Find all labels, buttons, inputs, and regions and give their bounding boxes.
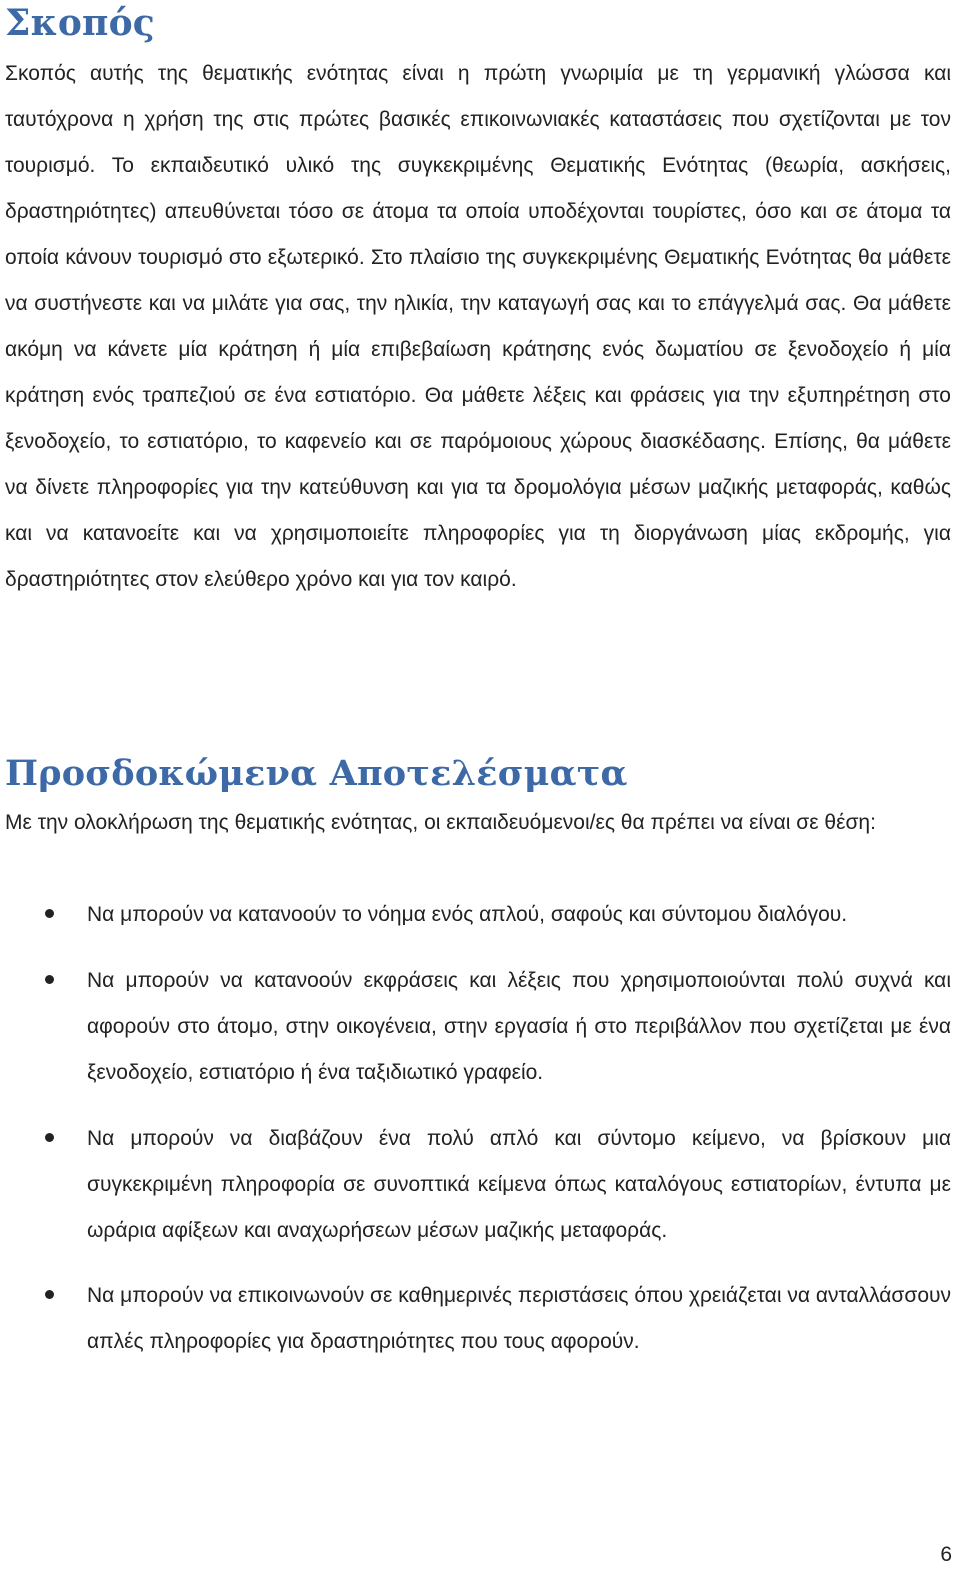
bullet-icon	[45, 1290, 54, 1299]
list-item-text: Να μπορούν να διαβάζουν ένα πολύ απλό και σύντομο κείμενο, να βρίσκουν μια συγκεκριμένη πληροφορία σε συνοπτικά κείμενα όπως καταλόγους εστιατορίων, έντυπα με ωράρια αφίξεων και αναχωρήσεων μέσων μαζικής μεταφοράς.	[87, 1127, 951, 1242]
outcomes-heading: Προσδοκώμενα Αποτελέσματα	[5, 753, 628, 794]
page-number: 6	[940, 1543, 952, 1566]
list-item-text: Να μπορούν να κατανοούν εκφράσεις και λέξεις που χρησιμοποιούνται πολύ συχνά και αφορούν στο άτομο, στην οικογένεια, στην εργασία ή στο περιβάλλον που σχετίζεται με ένα ξενοδοχείο, εστιατόριο ή ένα ταξιδιωτικό γραφείο.	[87, 969, 951, 1084]
scope-heading: Σκοπός	[5, 2, 155, 44]
list-item-text: Να μπορούν να επικοινωνούν σε καθημερινές περιστάσεις όπου χρειάζεται να ανταλλάσσουν απλές πληροφορίες για δραστηριότητες που τους αφορούν.	[87, 1284, 951, 1353]
list-item-text: Να μπορούν να κατανοούν το νόημα ενός απλού, σαφούς και σύντομου διαλόγου.	[87, 903, 848, 926]
bullet-icon	[45, 975, 54, 984]
scope-paragraph: Σκοπός αυτής της θεματικής ενότητας είναι η πρώτη γνωριμία με τη γερμανική γλώσσα και ταυτόχρονα η χρήση της στις πρώτες βασικές επικοινωνιακές καταστάσεις που σχετίζονται με τον τουρισμό. Το εκπαιδευτικό υλικό της συγκεκριμένης Θεματικής Ενότητας (θεωρία, ασκήσεις, δραστηριότητες) απευθύνεται τόσο σε άτομα τα οποία υποδέχονται τουρίστες, όσο και σε άτομα τα οποία κάνουν τουρισμό στο εξωτερικό. Στο πλαίσιο της συγκεκριμένης Θεματικής Ενότητας θα μάθετε να συστήνεστε και να μιλάτε για σας, την ηλικία, την καταγωγή σας και το επάγγελμά σας. Θα μάθετε ακόμη να κάνετε μία κράτηση ή μία επιβεβαίωση κράτησης ενός δωματίου σε ξενοδοχείο ή μία κράτηση ενός τραπεζιού σε ένα εστιατόριο. Θα μάθετε λέξεις και φράσεις για την εξυπηρέτηση στο ξενοδοχείο, το εστιατόριο, το καφενείο και σε παρόμοιους χώρους διασκέδασης. Επίσης, θα μάθετε να δίνετε πληροφορίες για την κατεύθυνση και για τα δρομολόγια μέσων μαζικής μεταφοράς, καθώς και να κατανοείτε και να χρησιμοποιείτε πληροφορίες για τη διοργάνωση μίας εκδρομής, για δραστηριότητες στον ελεύθερο χρόνο και για τον καιρό.	[5, 62, 951, 591]
bullet-icon	[45, 909, 54, 918]
outcomes-intro: Με την ολοκλήρωση της θεματικής ενότητας, οι εκπαιδευόμενοι/ες θα πρέπει να είναι σε θέση:	[5, 811, 876, 834]
bullet-icon	[45, 1133, 54, 1142]
